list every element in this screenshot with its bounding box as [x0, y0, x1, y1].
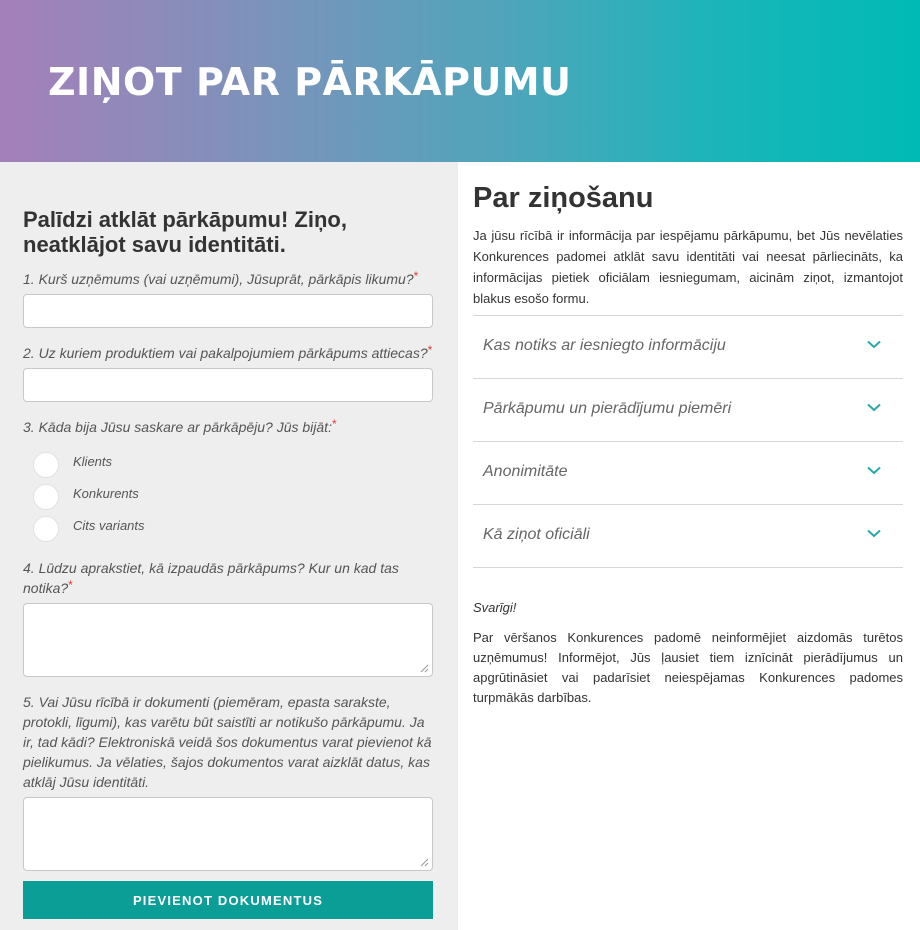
accordion-label: Pārkāpumu un pierādījumu piemēri [483, 400, 732, 417]
page-header [0, 0, 920, 162]
form-title: Palīdzi atklāt pārkāpumu! Ziņo, neatklājot savu identitāti. [23, 207, 347, 257]
radio-label: Klients [73, 454, 113, 469]
resize-grip-icon[interactable] [420, 858, 429, 867]
accordion-divider [473, 567, 903, 568]
chevron-down-icon[interactable] [867, 466, 881, 475]
radio-option-competitor[interactable] [33, 484, 333, 510]
intro-text: Ja jūsu rīcībā ir informācija par iespējamu pārkāpumu, bet Jūs nevēlaties Konkurences padomei atklāt savu identitāti vai neesat pārliecināts, ka informācijas pietiek oficiālam iesniegumam, aicinām ziņot, izmantojot blakus esošo formu. [473, 228, 903, 306]
question-3-label: 3. Kāda bija Jūsu saskare ar pārkāpēju? Jūs bijāt:* [23, 417, 337, 435]
products-input[interactable] [23, 368, 433, 402]
accordion-item-anonymity[interactable] [473, 441, 903, 504]
radio-label: Konkurents [73, 486, 139, 501]
required-mark: * [413, 269, 419, 283]
company-input[interactable] [23, 294, 433, 328]
question-5-label: 5. Vai Jūsu rīcībā ir dokumenti (piemēram, epasta sarakste, protokli, līgumi), kas varētu būt saistīti ar notikušo pārkāpumu. Ja ir, tad kādi? Elektroniskā veidā šos dokumentus varat pievienot kā pielikumus. Ja vēlaties, šajos dokumentos varat aizklāt datus, kas atklāj Jūsu identitāti. [23, 694, 432, 790]
question-1-label: 1. Kurš uzņēmums (vai uzņēmumi), Jūsuprāt, pārkāpis likumu?* [23, 269, 419, 287]
radio-option-other[interactable] [33, 516, 333, 542]
side-title: Par ziņošanu [473, 182, 654, 214]
question-4-label: 4. Lūdzu aprakstiet, kā izpaudās pārkāpums? Kur un kad tas notika?* [23, 560, 399, 596]
accordion-label: Anonimitāte [483, 463, 568, 480]
chevron-down-icon[interactable] [867, 529, 881, 538]
important-label: Svarīgi! [473, 600, 517, 615]
required-mark: * [68, 578, 73, 592]
required-mark: * [427, 343, 433, 357]
warning-text: Par vēršanos Konkurences padomē neinformējiet aizdomās turētos uzņēmumus! Informējot, Jūs ļausiet tiem iznīcināt pierādījumus un apgrūtināsiet vai padarīsiet neiespējamas Konkurences padomes turpmākās darbības. [473, 630, 903, 705]
question-2-label: 2. Uz kuriem produktiem vai pakalpojumiem pārkāpums attiecas?* [23, 343, 433, 361]
required-mark: * [331, 417, 337, 431]
accordion-item-official-report[interactable] [473, 504, 903, 567]
chevron-down-icon[interactable] [867, 340, 881, 349]
radio-button[interactable] [33, 452, 59, 478]
accordion-item-submitted-info[interactable] [473, 315, 903, 378]
resize-grip-icon[interactable] [420, 664, 429, 673]
accordion-item-examples[interactable] [473, 378, 903, 441]
documents-textarea[interactable] [23, 797, 433, 871]
report-form [0, 162, 458, 930]
accordion-label: Kas notiks ar iesniegto informāciju [483, 337, 726, 354]
radio-option-client[interactable] [33, 452, 333, 478]
add-documents-button[interactable]: PIEVIENOT DOKUMENTUS [23, 881, 433, 919]
radio-label: Cits variants [73, 518, 145, 533]
description-textarea[interactable] [23, 603, 433, 677]
chevron-down-icon[interactable] [867, 403, 881, 412]
page-title: ZIŅOT PAR PĀRKĀPUMU [48, 60, 572, 104]
radio-button[interactable] [33, 484, 59, 510]
accordion-label: Kā ziņot oficiāli [483, 526, 590, 543]
radio-button[interactable] [33, 516, 59, 542]
